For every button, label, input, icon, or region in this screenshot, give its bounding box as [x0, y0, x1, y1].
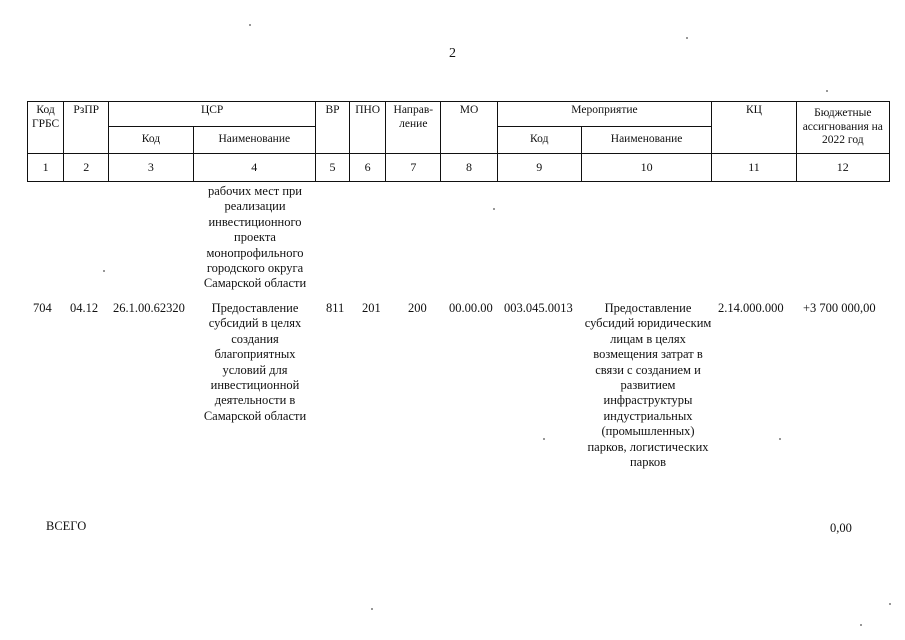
column-number: 8: [441, 154, 497, 182]
total-value: 0,00: [830, 521, 852, 535]
scan-speck: [860, 624, 862, 626]
header-mo: МО: [441, 102, 497, 154]
row-csr-kod: 26.1.00.62320: [113, 301, 185, 315]
row-csr-name: Предоставление субсидий в целях создания благоприятных условий для инвестиционной деятельности в Самарской области: [203, 301, 307, 423]
row-kc: 2.14.000.000: [718, 301, 784, 315]
scan-speck: [493, 208, 495, 210]
row-vr: 811: [326, 301, 345, 315]
header-meropriyatie: Мероприятие: [497, 102, 712, 127]
row-napravlenie: 200: [408, 301, 427, 315]
header-csr: ЦСР: [109, 102, 316, 127]
header-mer-name: Наименование: [581, 127, 711, 154]
header-pno: ПНО: [350, 102, 386, 154]
row-kod-grbs: 704: [33, 301, 52, 315]
header-rzpr: РзПР: [64, 102, 109, 154]
column-number: 7: [386, 154, 441, 182]
column-number: 12: [796, 154, 889, 182]
column-number: 5: [315, 154, 349, 182]
row-mer-kod: 003.045.0013: [504, 301, 573, 315]
column-number: 4: [193, 154, 315, 182]
row-mer-name: Предоставление субсидий юридическим лицам в целях возмещения затрат в связи с созданием и развитием инфраструктуры индустриальных (промышленных) парков, логистических парков: [584, 301, 712, 470]
row-pno: 201: [362, 301, 381, 315]
scan-speck: [103, 270, 105, 272]
header-table: [27, 101, 890, 182]
column-number: 1: [28, 154, 64, 182]
header-mer-kod: Код: [497, 127, 581, 154]
column-number: 9: [497, 154, 581, 182]
header-budget: Бюджетные ассигнования на 2022 год: [796, 102, 889, 154]
header-csr-kod: Код: [109, 127, 193, 154]
column-number: 11: [712, 154, 796, 182]
scan-speck: [826, 90, 828, 92]
column-number: 3: [109, 154, 193, 182]
header-kod-grbs: Код ГРБС: [28, 102, 64, 154]
page-number: 2: [449, 46, 456, 61]
scan-speck: [249, 24, 251, 26]
total-label: ВСЕГО: [46, 519, 87, 533]
header-vr: ВР: [315, 102, 349, 154]
row-amount: +3 700 000,00: [803, 301, 876, 315]
column-number: 10: [581, 154, 711, 182]
scan-speck: [371, 608, 373, 610]
scan-speck: [686, 37, 688, 39]
header-kc: КЦ: [712, 102, 796, 154]
scan-speck: [779, 438, 781, 440]
header-napravlenie: Направ-ление: [386, 102, 441, 154]
column-number: 2: [64, 154, 109, 182]
scan-speck: [543, 438, 545, 440]
continued-csr-name: рабочих мест при реализации инвестиционного проекта монопрофильного городского округа Самарской области: [203, 184, 307, 291]
row-mo: 00.00.00: [449, 301, 493, 315]
row-rzpr: 04.12: [70, 301, 99, 315]
header-csr-name: Наименование: [193, 127, 315, 154]
scan-speck: [889, 603, 891, 605]
column-number: 6: [350, 154, 386, 182]
